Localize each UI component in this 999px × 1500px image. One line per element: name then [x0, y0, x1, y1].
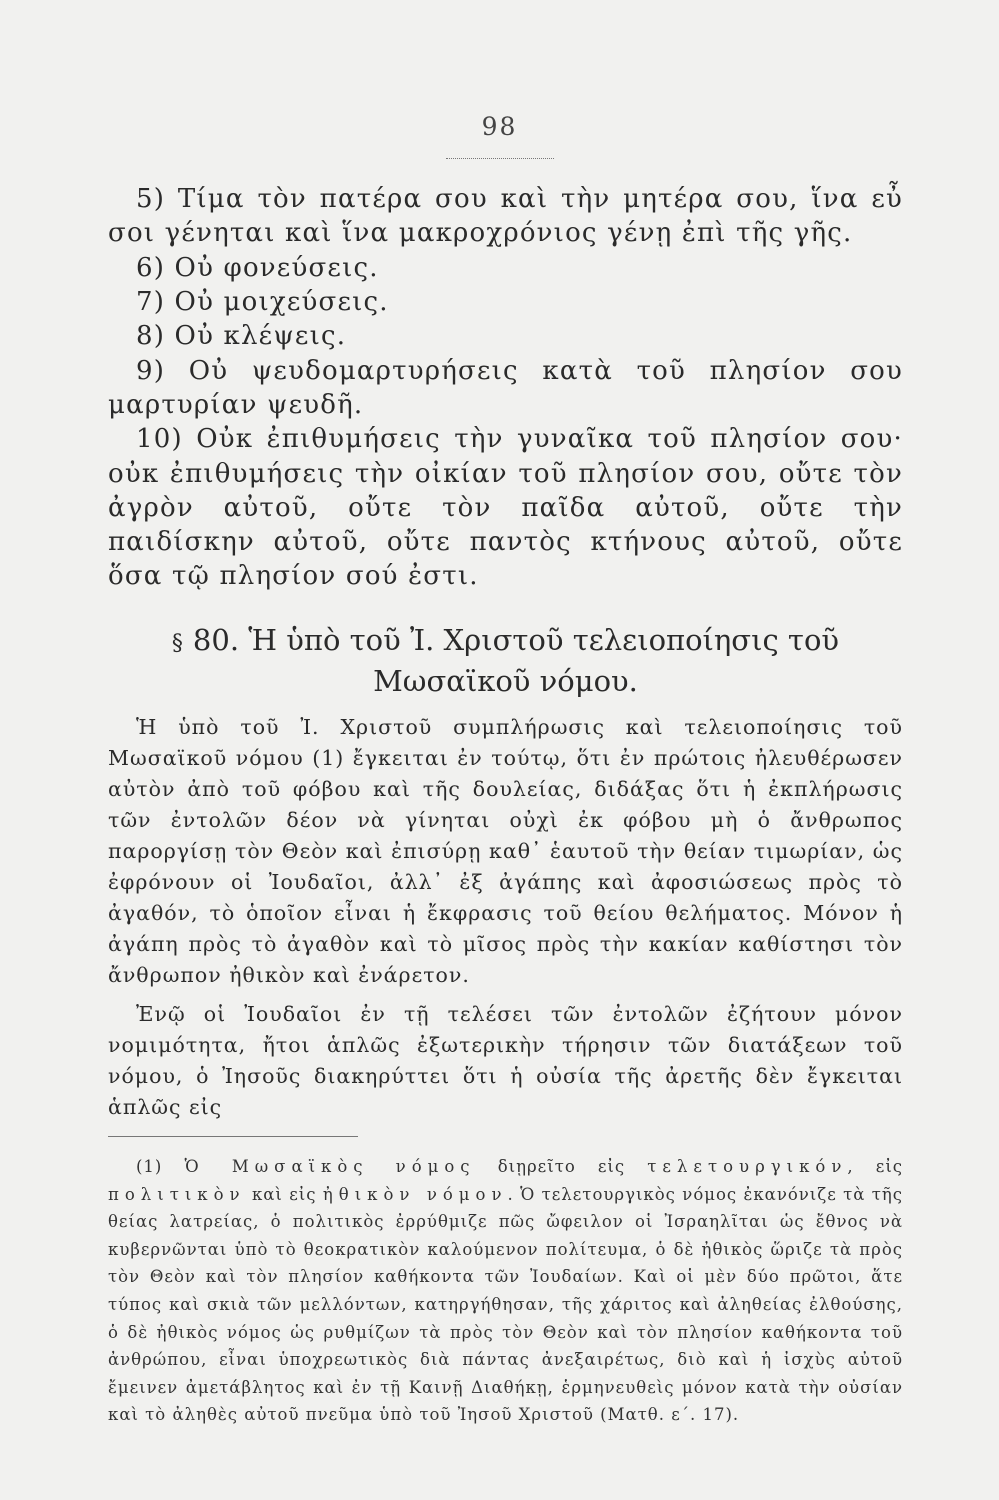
- commandment-8: 8) Οὐ κλέψεις.: [136, 321, 347, 352]
- footnote-term-ethical: ἠθικὸν νόμον: [322, 1184, 508, 1204]
- commandment-7: 7) Οὐ μοιχεύσεις.: [136, 286, 389, 317]
- page-number: 98: [481, 112, 518, 141]
- section-heading: [108, 620, 903, 701]
- footnote: [108, 1153, 903, 1429]
- commandment-9: 9) Οὐ ψευδομαρτυρήσεις κατὰ τοῦ πλησίον σου μαρτυρίαν ψευδῆ.: [108, 355, 903, 420]
- footnote-text-b: , εἰς: [847, 1157, 904, 1176]
- footnote-separator: [108, 1136, 358, 1137]
- footnote-paragraph: [108, 1153, 903, 1429]
- footnote-text-a: διῃρεῖτο εἰς: [497, 1157, 626, 1176]
- footnote-marker: (1): [136, 1157, 163, 1176]
- footnote-text-d: . Ὁ τελετουργικὸς νόμος ἐκανόνιζε τὰ τῆς θείας λατρείας, ὁ πολιτικὸς ἐρρύθμιζε πῶς ὤφειλον οἱ Ἰσραηλῖται ὡς ἔθνος νὰ κυβερνῶνται ὑπὸ τὸ θεοκρατικὸν καλούμενον πολίτευμα, ὁ δὲ ἠθικὸς ὥριζε τὰ πρὸς τὸν Θεὸν καὶ τὸν πλησίον καθήκοντα τῶν Ἰουδαίων. Καὶ οἱ μὲν δύο πρῶτοι, ἅτε τύπος καὶ σκιὰ τῶν μελλόντων, κατηργήθησαν, τῆς χάριτος καὶ ἀληθείας ἐλθούσης, ὁ δὲ ἠθικὸς νόμος ὡς ρυθμίζων τὰ πρὸς τὸν Θεὸν καὶ τὸν πλησίον καθήκοντα τοῦ ἀνθρώπου, εἶναι ὑποχρεωτικὸς διὰ πάντας ἀνεξαιρέτως, διὸ καὶ ἡ ἰσχὺς αὐτοῦ ἔμεινεν ἀμετάβλητος καὶ ἐν τῇ Καινῇ Διαθήκῃ, ἑρμηνευθεὶς μόνον κατὰ τὴν οὐσίαν καὶ τὸ ἀληθὲς αὐτοῦ πνεῦμα ὑπὸ τοῦ Ἰησοῦ Χριστοῦ (Ματθ. ε´. 17).: [108, 1184, 904, 1425]
- footnote-term-political: πολιτικὸν: [108, 1184, 246, 1204]
- body-paragraph-2: Ἐνῷ οἱ Ἰουδαῖοι ἐν τῇ τελέσει τῶν ἐντολῶν ἐζήτουν μόνον νομιμότητα, ἤτοι ἁπλῶς ἐξωτερικὴν τήρησιν τῶν διατάξεων τοῦ νόμου, ὁ Ἰησοῦς διακηρύττει ὅτι ἡ οὐσία τῆς ἀρετῆς δὲν ἔγκειται ἁπλῶς εἰς: [108, 1002, 903, 1119]
- section-body: [108, 712, 903, 1131]
- footnote-term-mosaic: Ὁ Μωσαϊκὸς νόμος: [184, 1157, 476, 1176]
- commandment-10: 10) Οὐκ ἐπιθυμήσεις τὴν γυναῖκα τοῦ πλησίον σου· οὐκ ἐπιθυμήσεις τὴν οἰκίαν τοῦ πλησίον σου, οὔτε τὸν ἀγρὸν αὐτοῦ, οὔτε τὸν παῖδα αὐτοῦ, οὔτε τὴν παιδίσκην αὐτοῦ, οὔτε παντὸς κτήνους αὐτοῦ, οὔτε ὅσα τῷ πλησίον σού ἐστι.: [108, 424, 903, 592]
- body-paragraph-1: Ἡ ὑπὸ τοῦ Ἰ. Χριστοῦ συμπλήρωσις καὶ τελειοποίησις τοῦ Μωσαϊκοῦ νόμου (1) ἔγκειται ἐν τούτῳ, ὅτι ἐν πρώτοις ἠλευθέρωσεν αὐτὸν ἀπὸ τοῦ φόβου καὶ τῆς δουλείας, διδάξας ὅτι ἡ ἐκπλήρωσις τῶν ἐντολῶν δέον νὰ γίνηται οὐχὶ ἐκ φόβου μὴ ὁ ἄνθρωπος παροργίσῃ τὸν Θεὸν καὶ ἐπισύρῃ καθ᾽ ἑαυτοῦ τὴν θείαν τιμωρίαν, ὡς ἐφρόνουν οἱ Ἰουδαῖοι, ἀλλ᾽ ἐξ ἀγάπης καὶ ἀφοσιώσεως πρὸς τὸ ἀγαθόν, τὸ ὁποῖον εἶναι ἡ ἔκφρασις τοῦ θείου θελήματος. Μόνον ἡ ἀγάπη πρὸς τὸ ἀγαθὸν καὶ τὸ μῖσος πρὸς τὴν κακίαν καθίστησι τὸν ἄνθρωπον ἠθικὸν καὶ ἐνάρετον.: [108, 715, 903, 987]
- commandments-list: [108, 182, 903, 594]
- section-symbol: §: [171, 631, 183, 656]
- section-title-line-1: Ἡ ὑπὸ τοῦ Ἰ. Χριστοῦ τελειοποίησις τοῦ: [248, 623, 840, 657]
- commandment-5: 5) Τίμα τὸν πατέρα σου καὶ τὴν μητέρα σου, ἵνα εὖ σοι γένηται καὶ ἵνα μακροχρόνιος γένῃ ἐπὶ τῆς γῆς.: [108, 184, 903, 249]
- footnote-text-c: καὶ εἰς: [251, 1184, 317, 1204]
- section-number: 80.: [192, 623, 240, 657]
- commandment-6: 6) Οὐ φονεύσεις.: [136, 252, 379, 283]
- footnote-term-ritual: τελετουργικόν: [647, 1157, 848, 1176]
- section-heading-line-1: [108, 620, 903, 661]
- page-number-rule: [446, 158, 554, 159]
- section-title-line-2: Μωσαϊκοῦ νόμου.: [373, 663, 638, 698]
